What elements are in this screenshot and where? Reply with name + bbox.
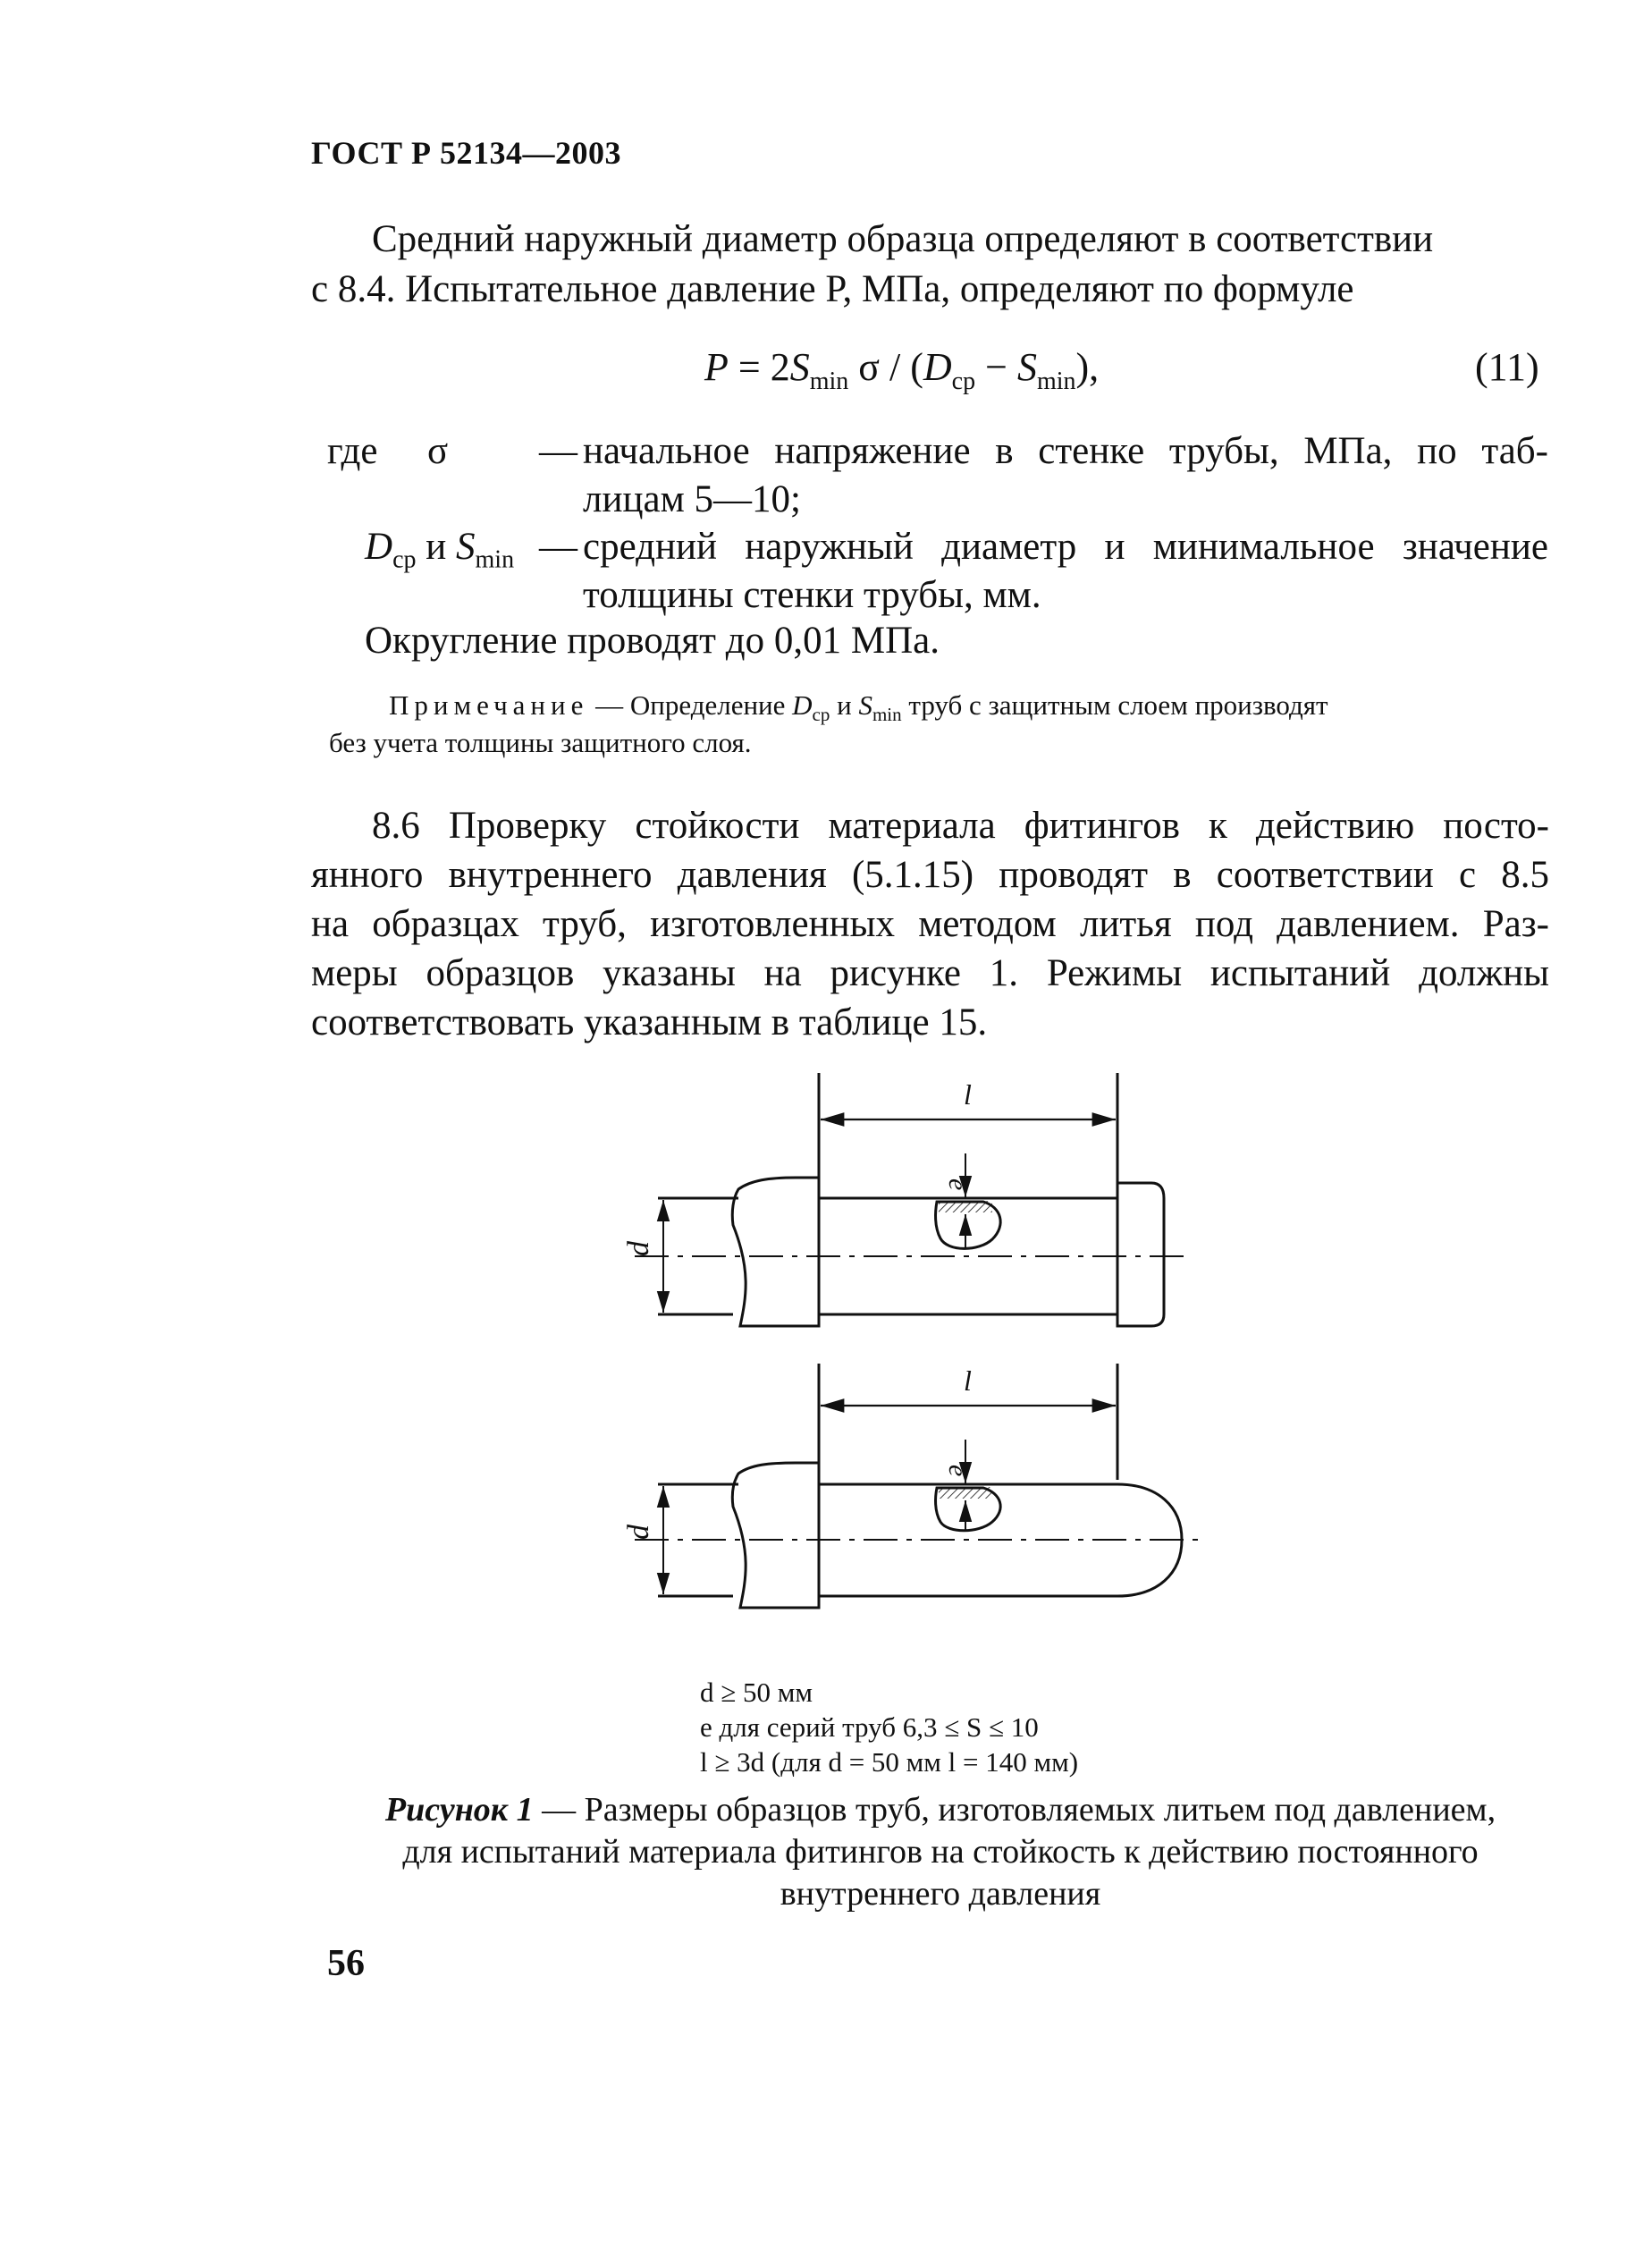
note-text: труб с защитным слоем производят (901, 689, 1328, 721)
formula-part: − (975, 345, 1017, 389)
where-description: средний наружный диаметр и минимальное значение (583, 526, 1548, 568)
formula-symbol: S (789, 345, 810, 389)
figure-label: Рисунок 1 (384, 1791, 534, 1829)
formula-symbol: D (792, 689, 813, 721)
formula-symbol: S (456, 526, 476, 568)
where-label: где (327, 430, 378, 472)
figure-title-line: внутреннего давления (780, 1875, 1101, 1913)
specimen-top (635, 1073, 1189, 1326)
figure-label-e: e (943, 1465, 973, 1477)
formula-symbol: D (365, 526, 393, 568)
paragraph-8-6 (311, 801, 1549, 1047)
figure-note: e для серий труб 6,3 ≤ S ≤ 10 (700, 1711, 1039, 1743)
figure-label-d: d (622, 1525, 655, 1540)
formula-11 (704, 344, 1099, 396)
where-description: начальное напряжение в стенке трубы, МПа, по таб- (583, 430, 1548, 472)
where-description: толщины стенки трубы, мм. (583, 574, 1041, 616)
paragraph-line: с 8.4. Испытательное давление P, МПа, определяют по формуле (311, 268, 1354, 310)
formula-subscript: min (1036, 367, 1076, 395)
where-conjunction: и (416, 526, 457, 568)
paragraph-line: меры образцов указаны на рисунке 1. Режимы испытаний должны (311, 952, 1549, 994)
specimen-bottom (635, 1364, 1198, 1608)
equation-number: (11) (1475, 345, 1539, 389)
figure-note: l ≥ 3d (для d = 50 мм l = 140 мм) (700, 1746, 1079, 1778)
where-symbol-d-s (365, 523, 514, 585)
formula-part: = 2 (728, 345, 790, 389)
formula-symbol: S (1016, 345, 1037, 389)
formula-subscript: min (872, 704, 902, 726)
figure-1-drawing (617, 1055, 1207, 1609)
note-line: без учета толщины защитного слоя. (329, 727, 752, 758)
paragraph-line: янного внутреннего давления (5.1.15) проводят в соответствии с 8.5 (311, 854, 1549, 896)
formula-symbol: S (858, 689, 872, 721)
figure-label-l: l (964, 1364, 972, 1397)
page-number: 56 (327, 1943, 365, 1984)
paragraph-line: на образцах труб, изготовленных методом литья под давлением. Раз- (311, 903, 1549, 945)
formula-subscript: ср (951, 367, 976, 395)
formula-subscript: ср (392, 545, 417, 574)
note-text: — Определение (588, 689, 793, 721)
where-symbol-sigma: σ (427, 430, 449, 472)
figure-title-text: — Размеры образцов труб, изготовляемых литьем под давлением, (533, 1791, 1496, 1829)
formula-symbol: P (704, 345, 729, 389)
note-text: и (830, 689, 859, 721)
figure-title (331, 1789, 1550, 1831)
formula-subscript: min (809, 367, 849, 395)
document-code: ГОСТ Р 52134—2003 (311, 135, 621, 171)
figure-label-d: d (622, 1241, 655, 1256)
where-dash: — (539, 430, 577, 472)
where-description: лицам 5—10; (583, 478, 801, 520)
paragraph-line: соответствовать указанным в таблице 15. (311, 1001, 988, 1043)
formula-part: σ / ( (848, 345, 923, 389)
where-dash: — (539, 526, 577, 568)
note-label: Примечание (389, 689, 589, 721)
paragraph-line: 8.6 Проверку стойкости материала фитингов к действию посто- (372, 805, 1549, 847)
rounding-note: Округление проводят до 0,01 МПа. (365, 620, 940, 662)
formula-subscript: ср (812, 704, 830, 726)
formula-symbol: D (923, 345, 952, 389)
formula-subscript: min (475, 545, 515, 574)
paragraph-test-pressure (311, 215, 1545, 315)
figure-note: d ≥ 50 мм (700, 1677, 813, 1708)
formula-part: ), (1075, 345, 1100, 389)
figure-label-l: l (964, 1078, 972, 1111)
paragraph-line: Средний наружный диаметр образца определяют в соответствии (372, 218, 1434, 260)
figure-label-e: e (943, 1178, 973, 1191)
figure-title-line: для испытаний материала фитингов на стойкость к действию постоянного (402, 1833, 1479, 1871)
